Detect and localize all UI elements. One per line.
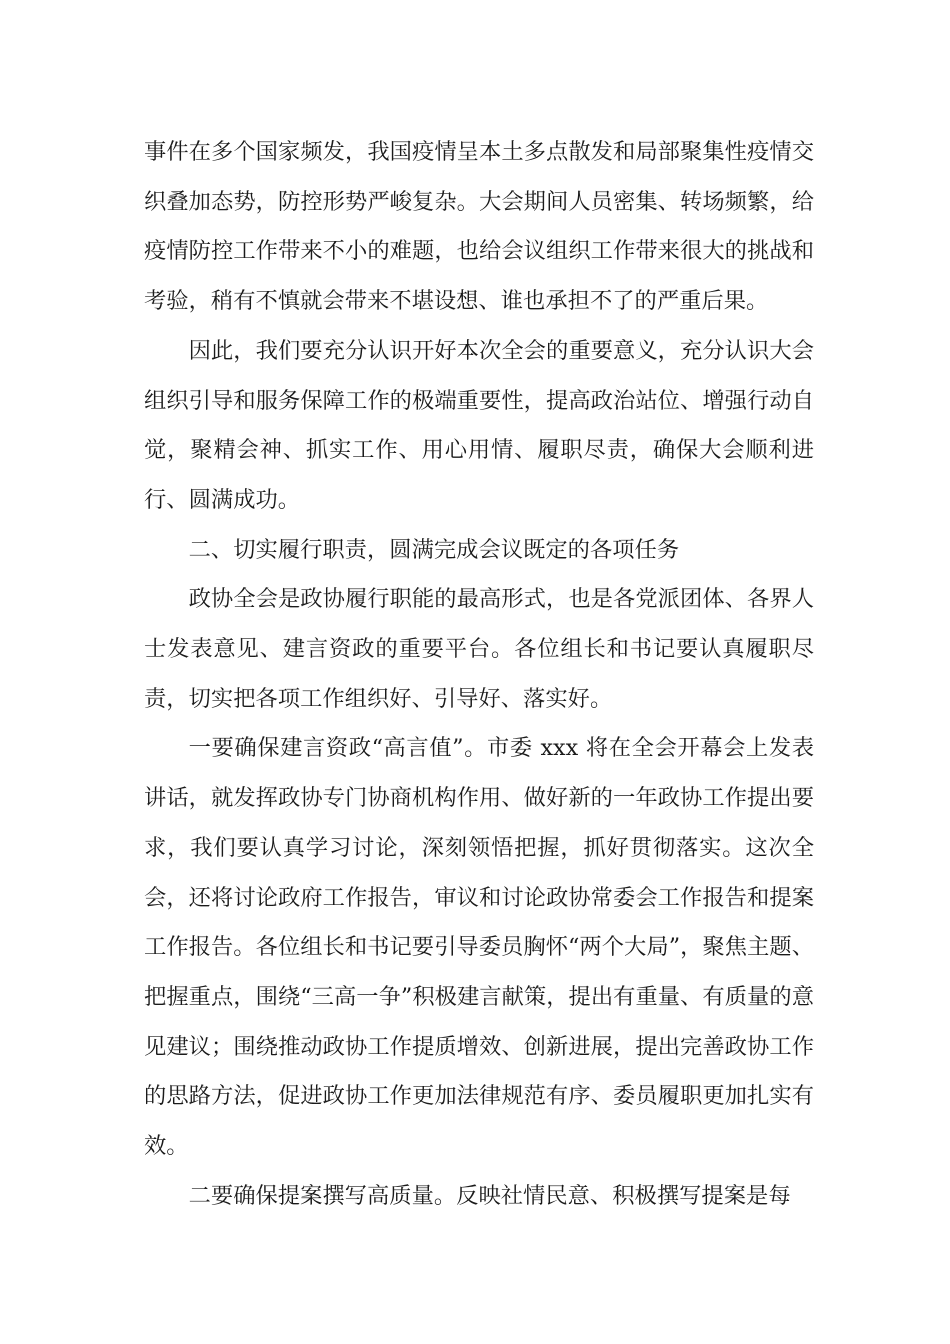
paragraph-plenary-session: 政协全会是政协履行职能的最高形式，也是各党派团体、各界人士发表意见、建言资政的重要平台。各位组长和书记要认真履职尽责，切实把各项工作组织好、引导好、落实好。 [144,586,814,712]
paragraph-point-two: 二要确保提案撰写高质量。反映社情民意、积极撰写提案是每 [188,1182,791,1209]
section-heading-two: 二、切实履行职责，圆满完成会议既定的各项任务 [188,536,680,563]
paragraph-point-one: 一要确保建言资政“高言值”。市委 xxx 将在全会开幕会上发表讲话，就发挥政协专门协商机构作用、做好新的一年政协工作提出要求，我们要认真学习讨论，深刻领悟把握，抓好贯彻落实。这次全会，还将讨论政府工作报告，审议和讨论政协常委会工作报告和提案工作报告。各位组长和书记要引导委员胸怀“两个大局”，聚焦主题、把握重点，围绕“三高一争”积极建言献策，提出有重量、有质量的意见建议；围绕推动政协工作提质增效、创新进展，提出完善政协工作的思路方法，促进政协工作更加法律规范有序、委员履职更加扎实有效。 [144,735,814,1160]
paragraph-therefore: 因此，我们要充分认识开好本次全会的重要意义，充分认识大会组织引导和服务保障工作的极端重要性，提高政治站位、增强行动自觉，聚精会神、抓实工作、用心用情、履职尽责，确保大会顺利进行、圆满成功。 [144,337,814,513]
document-page [144,128,814,1221]
paragraph-continued-epidemic: 事件在多个国家频发，我国疫情呈本土多点散发和局部聚集性疫情交织叠加态势，防控形势严峻复杂。大会期间人员密集、转场频繁，给疫情防控工作带来不小的难题，也给会议组织工作带来很大的挑战和考验，稍有不慎就会带来不堪设想、谁也承担不了的严重后果。 [144,139,814,315]
